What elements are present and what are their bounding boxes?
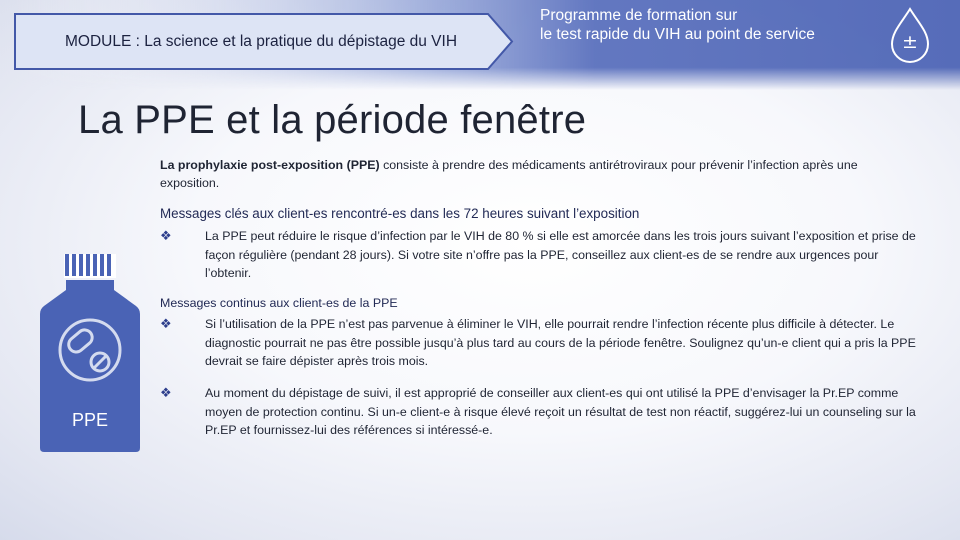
module-label: MODULE : La science et la pratique du dépistage du VIH [64,32,458,50]
section1-bullet1: La PPE peut réduire le risque d’infection par le VIH de 80 % si elle est amorcée dans les trois jours suivant l’exposition et prise de façon régulière (pendant 28 jours). Si votre site n’offre pas la PPE, conseillez aux client-es de se rendre aux urgences pour l’obtenir. [205,229,916,280]
list-item [160,227,920,283]
intro-bold: La prophylaxie post-exposition (PPE) [160,158,380,172]
bottle-label: PPE [71,410,109,430]
section2-heading: Messages continus aux client-es de la PPE [160,296,398,310]
diamond-bullet-icon: ❖ [160,228,172,243]
module-banner [14,13,514,70]
section2-bullet2: Au moment du dépistage de suivi, il est approprié de conseiller aux client-es qui ont utilisé la PPE d’envisager la Pr.EP comme moyen de protection continu. Si un-e client-e à risque élevé reçoit un résultat de test non réactif, suggérez-lui un counseling sur la Pr.EP et fournissez-lui des références si intéressé-e. [205,386,916,437]
pill-bottle-icon [38,254,142,457]
intro-rest: consiste à prendre des médicaments antirétroviraux pour prévenir l’infection après une exposition. [160,158,858,190]
diamond-bullet-icon: ❖ [160,316,172,331]
program-title [540,6,890,44]
intro-paragraph [160,156,915,192]
section2-bullet1: Si l’utilisation de la PPE n’est pas parvenue à éliminer le VIH, elle pourrait rendre l’infection récente plus difficile à détecter. Le diagnostic pourrait ne pas être possible jusqu’à plus tard au cours de la période fenêtre. Soulignez qu’un-e client qui a pris la PPE devrait se faire dépister après trois mois. [205,317,916,368]
list-item [160,384,920,440]
drop-symbol: ± [902,31,918,53]
program-title-line1: Programme de formation sur [540,7,738,24]
drop-plus-minus-icon [888,6,932,69]
program-title-line2: le test rapide du VIH au point de service [540,26,815,43]
list-item [160,315,920,371]
page-title: La PPE et la période fenêtre [78,98,587,142]
section1-heading: Messages clés aux client-es rencontré-es dans les 72 heures suivant l’exposition [160,206,640,221]
diamond-bullet-icon: ❖ [160,385,172,400]
